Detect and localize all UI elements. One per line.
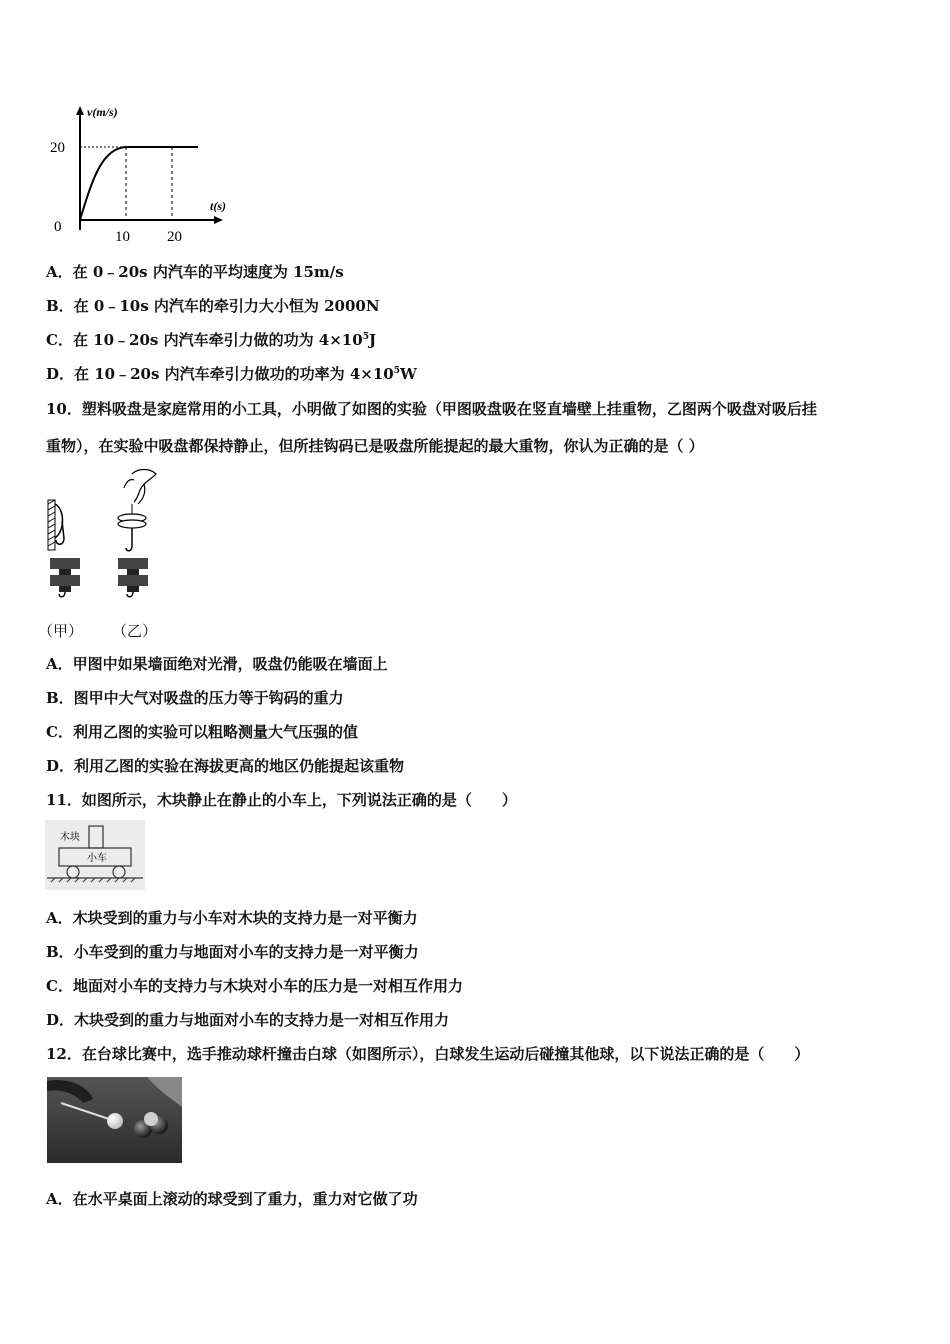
x-axis-arrow	[214, 216, 223, 224]
velocity-time-graph	[40, 100, 240, 248]
hand-icon	[124, 470, 156, 505]
block-on-cart-figure	[45, 820, 145, 890]
q12-option-a: A．在水平桌面上滚动的球受到了重力，重力对它做了功	[46, 1190, 418, 1208]
q10-option-b: B．图甲中大气对吸盘的压力等于钩码的重力	[46, 689, 344, 707]
hook-yi	[126, 528, 132, 551]
q9-option-c-exponent: 5	[362, 332, 369, 342]
q9-option-d-unit: W	[400, 365, 417, 383]
y-axis-label: v(m/s)	[87, 105, 118, 119]
billiards-photo	[47, 1077, 182, 1163]
q9-option-c-unit: J	[368, 331, 377, 349]
q9-option-a: A．在 0﹣20s 内汽车的平均速度为 15m/s	[46, 263, 344, 281]
velocity-curve	[80, 147, 198, 220]
q11-option-a: A．木块受到的重力与小车对木块的支持力是一对平衡力	[46, 909, 418, 927]
label-cart: 小车	[87, 853, 107, 864]
q9-option-d	[46, 363, 417, 384]
q10-option-d: D．利用乙图的实验在海拔更高的地区仍能提起该重物	[46, 757, 405, 775]
q9-option-d-exponent: 5	[393, 366, 401, 376]
weight-jia-2	[50, 575, 80, 586]
label-block: 木块	[60, 832, 80, 843]
weight-yi-1	[118, 558, 148, 569]
y-tick-20: 20	[50, 140, 65, 156]
weight-jia-hook	[59, 592, 65, 597]
caption-jia: （甲）	[38, 622, 84, 640]
weight-jia-neck-2	[59, 586, 71, 592]
q9-option-c-text: C．在 10﹣20s 内汽车牵引力做的功为 4×10	[46, 331, 363, 349]
figure-yi	[118, 470, 156, 597]
white-ball	[107, 1113, 123, 1129]
y-axis-arrow	[76, 106, 84, 115]
caption-yi: （乙）	[112, 622, 158, 640]
x-tick-10: 10	[115, 229, 130, 245]
suction-cup-jia	[55, 504, 63, 538]
suction-cup-yi-bottom	[118, 520, 146, 528]
origin-label: 0	[54, 219, 62, 235]
q9-option-d-text: D．在 10﹣20s 内汽车牵引力做功的功率为 4×10	[46, 365, 394, 383]
weight-jia-neck-1	[59, 569, 71, 575]
weight-jia-1	[50, 558, 80, 569]
q10-stem-line2: 重物），在实验中吸盘都保持静止，但所挂钩码已是吸盘所能提起的最大重物，你认为正确的是（ ）	[46, 437, 704, 455]
q9-option-c	[46, 329, 376, 350]
q10-option-a: A．甲图中如果墙面绝对光滑，吸盘仍能吸在墙面上	[46, 655, 388, 673]
suction-cup-figure	[40, 466, 190, 614]
q11-option-d: D．木块受到的重力与地面对小车的支持力是一对相互作用力	[46, 1011, 450, 1029]
weight-yi-neck-2	[127, 586, 139, 592]
q10-option-c: C．利用乙图的实验可以粗略测量大气压强的值	[46, 723, 358, 741]
weight-yi-neck-1	[127, 569, 139, 575]
figure-jia	[48, 500, 80, 597]
weight-yi-2	[118, 575, 148, 586]
q11-option-c: C．地面对小车的支持力与木块对小车的压力是一对相互作用力	[46, 977, 463, 995]
q11-option-b: B．小车受到的重力与地面对小车的支持力是一对平衡力	[46, 943, 419, 961]
q9-option-b: B．在 0﹣10s 内汽车的牵引力大小恒为 2000N	[46, 297, 380, 315]
q12-stem: 12．在台球比赛中，选手推动球杆撞击白球（如图所示），白球发生运动后碰撞其他球，以下说法正确的是（ ）	[46, 1045, 810, 1063]
q10-stem-line1: 10．塑料吸盘是家庭常用的小工具，小明做了如图的实验（甲图吸盘吸在竖直墙壁上挂重物，乙图两个吸盘对吸后挂	[46, 400, 817, 418]
light-ball	[144, 1112, 158, 1126]
q11-stem: 11．如图所示，木块静止在静止的小车上，下列说法正确的是（ ）	[46, 791, 517, 809]
x-axis-label: t(s)	[210, 199, 226, 213]
x-tick-20: 20	[167, 229, 182, 245]
weight-yi-hook	[127, 592, 133, 597]
